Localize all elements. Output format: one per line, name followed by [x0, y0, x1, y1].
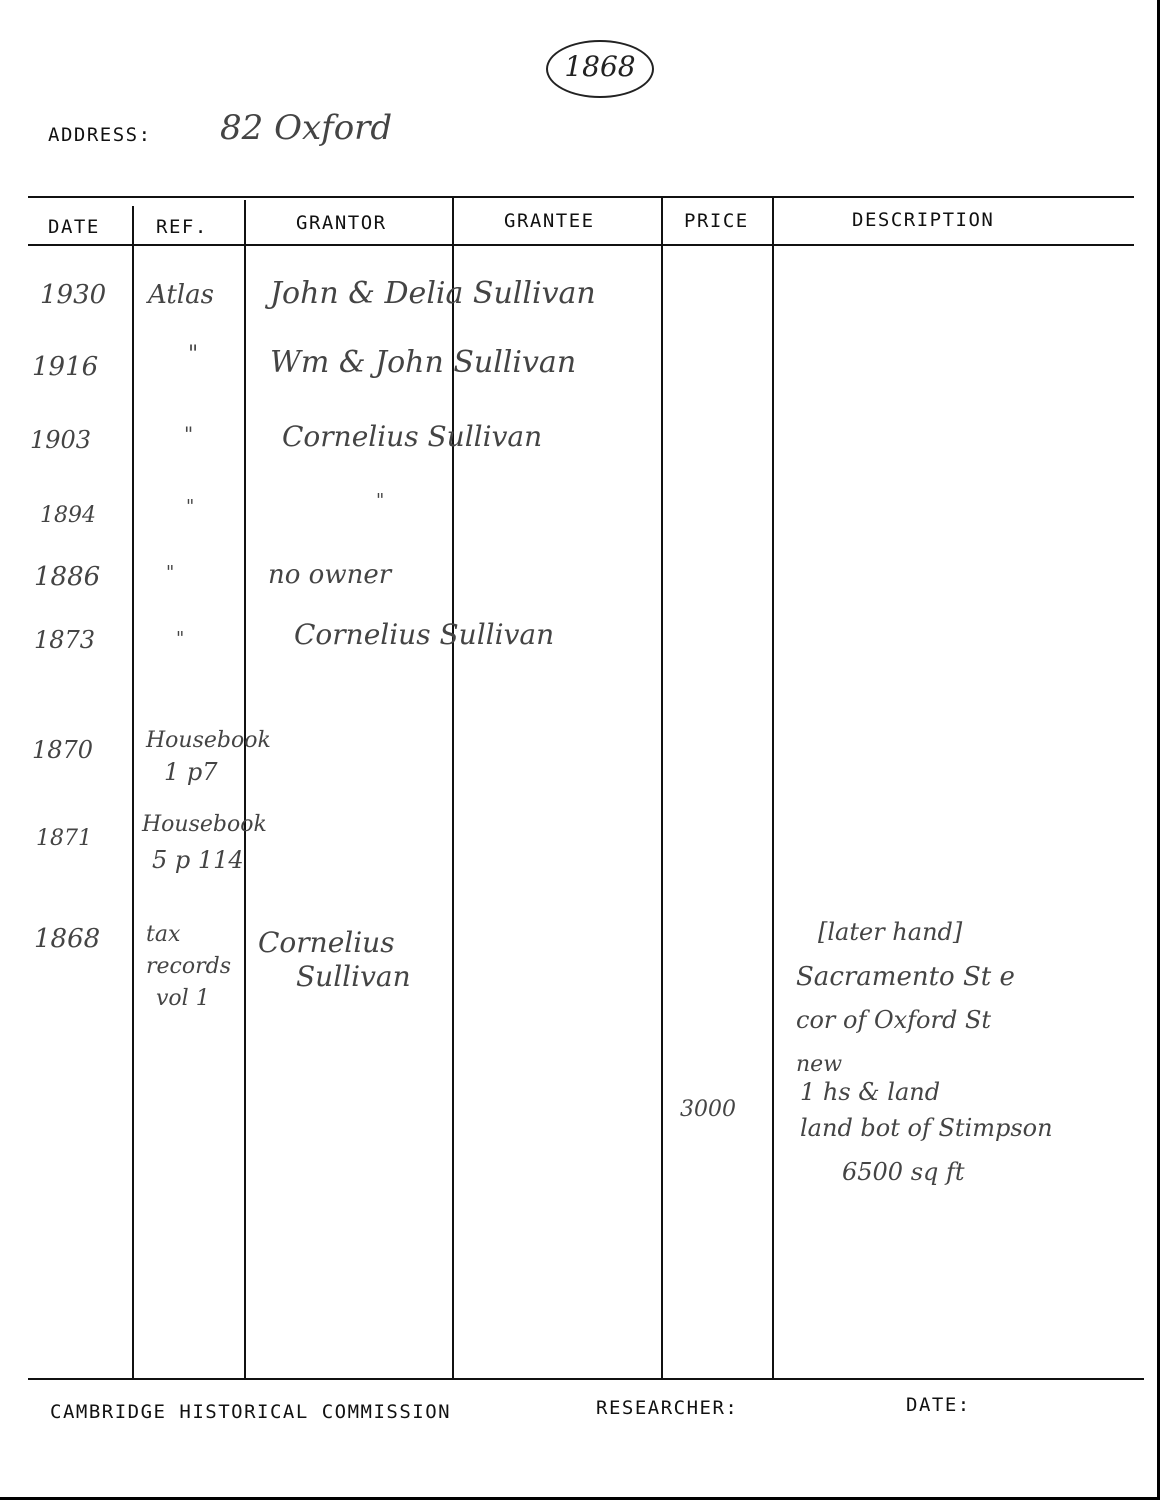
description-line: cor of Oxford St	[796, 1006, 992, 1034]
description-line: 1 hs & land	[800, 1078, 941, 1106]
address-value: 82 Oxford	[220, 108, 393, 148]
entry-names: no owner	[268, 560, 392, 590]
entry-price: 3000	[680, 1097, 736, 1122]
entry-ref-line3: vol 1	[156, 986, 210, 1011]
column-header-ref: REF.	[156, 216, 208, 238]
commission-label: CAMBRIDGE HISTORICAL COMMISSION	[50, 1401, 452, 1423]
entry-date: 1903	[30, 426, 92, 454]
table-bottom-rule	[28, 1378, 1144, 1380]
description-line: land bot of Stimpson	[800, 1114, 1053, 1142]
description-line: Sacramento St e	[796, 962, 1015, 992]
footer-date-label: DATE:	[906, 1394, 971, 1416]
column-header-price: PRICE	[684, 210, 749, 232]
entry-grantor-line1: Cornelius	[258, 926, 395, 959]
address-label: ADDRESS:	[48, 124, 152, 146]
column-header-grantee: GRANTEE	[504, 210, 595, 232]
entry-names: Cornelius Sullivan	[294, 618, 555, 651]
entry-date: 1871	[36, 826, 92, 851]
researcher-label: RESEARCHER:	[596, 1397, 739, 1419]
entry-ref: "	[184, 422, 194, 446]
entry-date: 1894	[40, 503, 96, 528]
entry-date: 1873	[34, 626, 96, 654]
column-header-description: DESCRIPTION	[852, 209, 995, 231]
entry-ref-line2: 1 p7	[164, 758, 218, 786]
entry-grantor-line2: Sullivan	[296, 960, 411, 993]
column-divider-4	[661, 198, 663, 1380]
entry-ref: "	[166, 562, 175, 583]
entry-date: 1916	[32, 352, 99, 382]
column-header-grantor: GRANTOR	[296, 212, 387, 234]
entry-names: Cornelius Sullivan	[282, 420, 543, 453]
entry-ref-line2: 5 p 114	[152, 846, 244, 874]
header-bottom-rule	[28, 244, 1134, 246]
entry-ref: Atlas	[148, 280, 214, 310]
column-divider-5	[772, 198, 774, 1380]
entry-ref-line2: records	[146, 954, 231, 979]
entry-ref: "	[186, 496, 195, 517]
table-top-rule	[28, 196, 1134, 198]
entry-date: 1886	[34, 562, 101, 592]
description-line: [later hand]	[818, 918, 963, 946]
stamp-year: 1868	[564, 50, 636, 83]
entry-ref-line1: Housebook	[142, 812, 267, 837]
year-stamp	[546, 40, 654, 98]
description-line: 6500 sq ft	[842, 1158, 965, 1186]
entry-date: 1868	[34, 924, 101, 954]
entry-date: 1870	[32, 736, 94, 764]
entry-names: John & Delia Sullivan	[270, 276, 596, 311]
column-divider-1	[132, 206, 134, 1380]
entry-names: "	[376, 490, 385, 511]
entry-ref: "	[188, 342, 199, 367]
entry-date: 1930	[40, 280, 107, 310]
entry-ref-line1: Housebook	[146, 728, 271, 753]
column-header-date: DATE	[48, 216, 100, 238]
column-divider-2	[244, 200, 246, 1380]
entry-ref-line1: tax	[146, 922, 181, 947]
entry-ref: "	[176, 628, 185, 649]
description-line: new	[796, 1052, 843, 1077]
entry-names: Wm & John Sullivan	[270, 345, 577, 380]
